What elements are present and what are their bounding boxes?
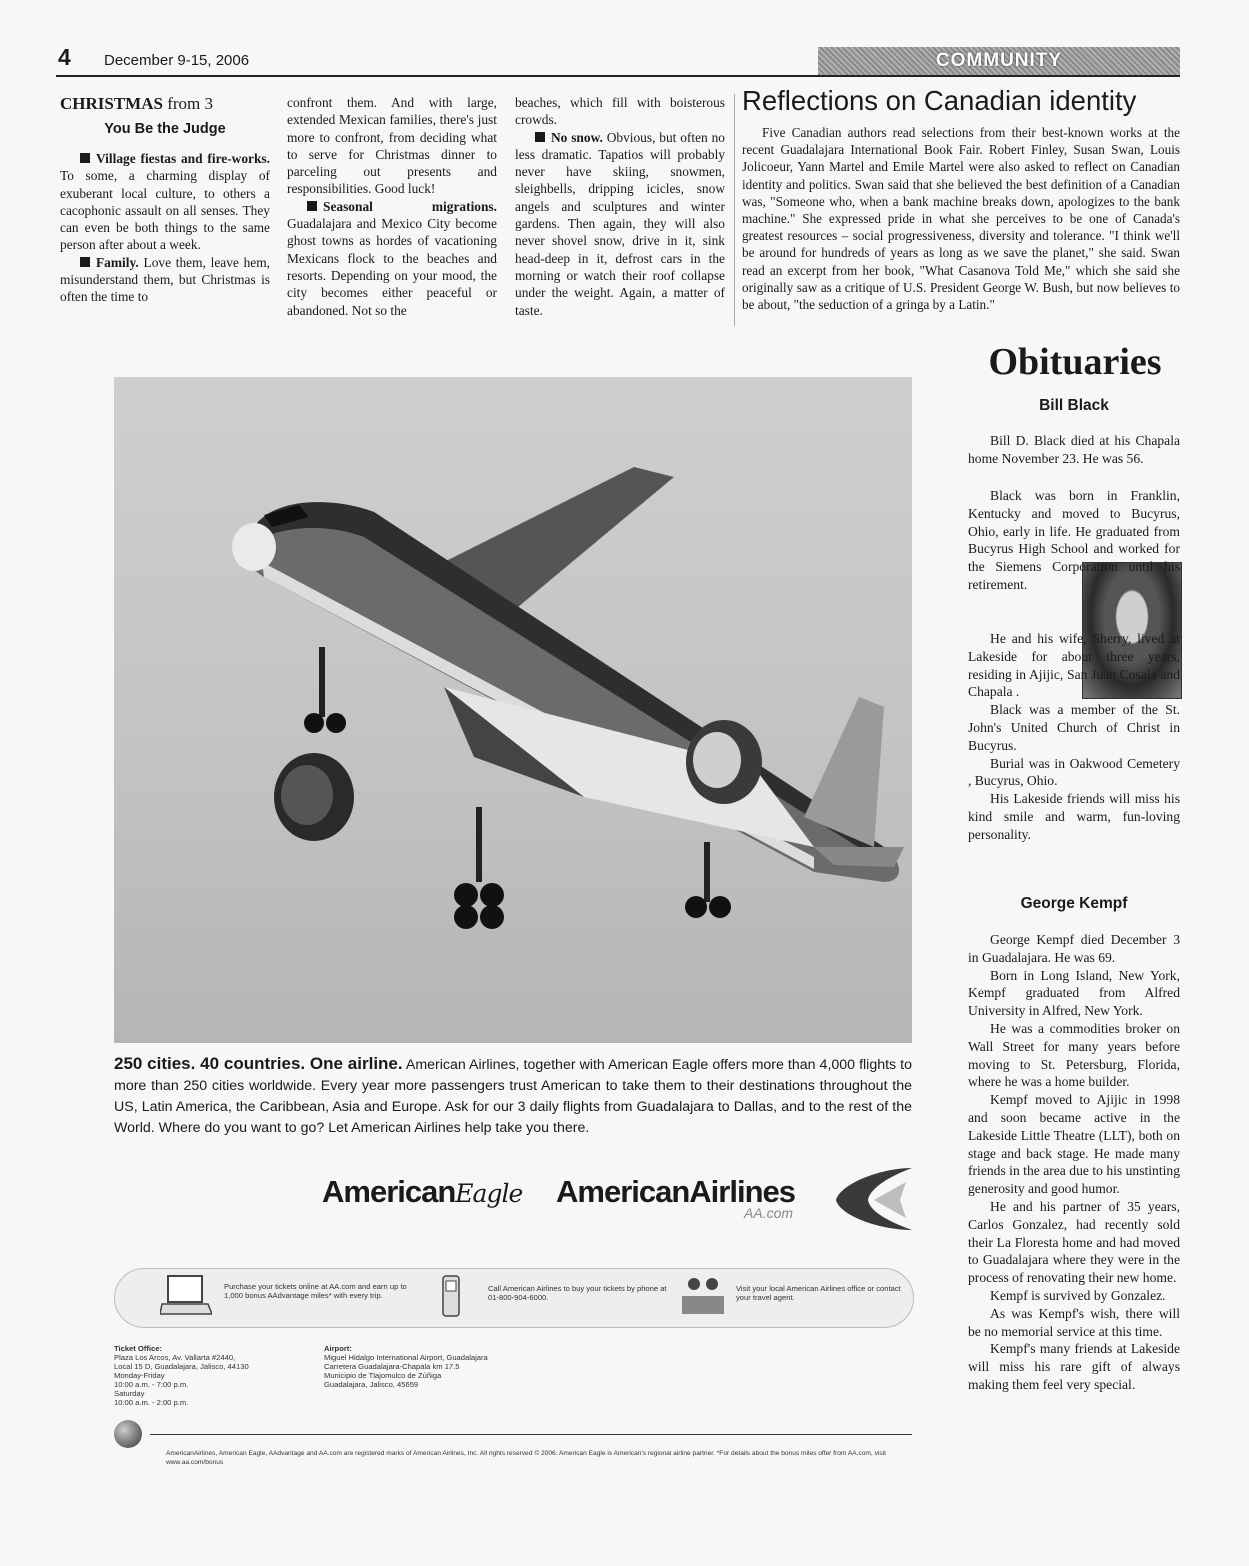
christmas-headline-jump: from 3 <box>167 94 214 113</box>
strip-phone-text: Call American Airlines to buy your tickets by phone at 01-800-904-6000. <box>488 1284 667 1302</box>
american-eagle-logo <box>322 1174 522 1210</box>
page-number: 4 <box>58 44 71 70</box>
phone-icon <box>440 1272 462 1325</box>
ticket-office-line: Saturday <box>114 1389 145 1398</box>
obit-para: He was a commodities broker on Wall Street for many years before moving to St. Petersburg, Florida, where he was a home builder. <box>968 1020 1180 1090</box>
aa-eagle-emblem-icon <box>830 1164 914 1239</box>
section-banner <box>818 47 1180 75</box>
christmas-column-1 <box>60 150 270 306</box>
obituaries-title: Obituaries <box>988 341 1162 383</box>
airport-line: Carretera Guadalajara-Chapala km 17.5 <box>324 1362 460 1371</box>
oneworld-globe-icon <box>114 1420 142 1448</box>
christmas-headline-main: CHRISTMAS <box>60 94 163 113</box>
obit-bill-top <box>968 432 1180 468</box>
obit-para: His Lakeside friends will miss his kind smile and warm, fun-loving personality. <box>968 791 1180 842</box>
bullet-square-icon <box>535 132 545 142</box>
airplane-icon <box>114 377 912 1043</box>
ticket-office-line: Local 15 D, Guadalajara, Jalisco, 44130 <box>114 1362 249 1371</box>
christmas-para <box>515 129 725 319</box>
bullet-square-icon <box>80 153 90 163</box>
para-lead: Family. <box>96 254 139 270</box>
ad-body: American Airlines, together with American Eagle offers more than 4,000 flights to more than 250 cities worldwide. Every year more passengers trust American to take them to their destinations throughout the US, Latin America, the Caribbean, Asia and Europe. Ask for our 3 daily flights from Guadalajara to Dallas, and to the rest of the World. Where do you want to go? Let American Airlines help take you there. <box>114 1057 913 1136</box>
logo-eagle-script: Eagle <box>455 1179 523 1208</box>
obit-para: Kempf moved to Ajijic in 1998 and soon became active in the Lakeside Little Theatre (LLT), both on stage and back stage. He made many friends in the area due to his unstinting generosity and good humor. <box>968 1092 1180 1197</box>
ticket-office-line: Monday-Friday <box>114 1371 165 1380</box>
obit-para: He and his partner of 35 years, Carlos Gonzalez, had recently sold their La Floresta home and had moved to Guadalajara where they were in the process of renovating their new home. <box>968 1198 1180 1286</box>
travel-office-icon <box>680 1274 726 1323</box>
header-rule <box>56 75 1180 77</box>
obit-george <box>968 931 1180 1394</box>
footer-rule <box>150 1434 912 1435</box>
reflections-para: Five Canadian authors read selections from their best-known works at the recent Guadalajara International Book Fair. Robert Finley, Susan Swan, Louis Jolicoeur, Yann Martel and Emile Martel were also asked to reflect on Canadian identity and politics. Swan said that she believed the best definition of a Canadian was, "Someone who, when a bank machine breaks down, apologizes to the bank machine." She expressed pride in what she perceives to be one of Canada's greatest resources – social progressiveness, diversity and tolerance. "I think we'll be around for hundreds of years as long as we save the planet," she said. Swan read an excerpt from her book, "What Casanova Told Me," which she said she originally saw as a critique of U.S. President George W. Bush, but now believes to be about, "the seduction of a gringa by a Latin." <box>742 125 1180 313</box>
christmas-para: beaches, which fill with boisterous crowds. <box>515 95 725 128</box>
obit-name-bill: Bill Black <box>1039 397 1109 414</box>
obit-para: Kempf is survived by Gonzalez. <box>990 1287 1166 1303</box>
strip-online-text: Purchase your tickets online at AA.com and earn up to 1,000 bonus AAdvantage miles* with every trip. <box>224 1282 407 1300</box>
ticket-office-block <box>114 1344 314 1407</box>
christmas-headline <box>60 94 213 114</box>
obit-para: Kempf's many friends at Lakeside will miss his rare gift of always making them feel very special. <box>968 1341 1180 1392</box>
obit-para: Born in Long Island, New York, Kempf graduated from Alfred University in Alfred, New York. <box>968 967 1180 1019</box>
para-text: Obvious, but often no less dramatic. Tapatios will probably never have skiing, snowmen, sleighbells, dripping icicles, snow angels and sculptures and winter gardens. Then again, they will also never shovel snow, drive in it, sink head-deep in it, defrost cars in the morning or watch their roof collapse under the weight. Again, a matter of taste. <box>515 129 725 318</box>
para-text: Love them, leave hem, misunderstand them, but Christmas is often the time to <box>60 254 270 305</box>
obit-bill-wrap <box>968 487 1180 594</box>
strip-office-text: Visit your local American Airlines office or contact your travel agent. <box>736 1284 901 1302</box>
christmas-para <box>60 150 270 254</box>
bullet-square-icon <box>80 257 90 267</box>
ticket-office-label: Ticket Office: <box>114 1344 162 1353</box>
reflections-headline: Reflections on Canadian identity <box>742 85 1137 116</box>
obit-para: As was Kempf's wish, there will be no memorial service at this time. <box>968 1305 1180 1339</box>
christmas-column-2 <box>287 94 497 319</box>
para-text: Guadalajara and Mexico City become ghost towns as hordes of vacationing Mexicans flock to the beaches and resorts. Depending on your mood, the city becomes either peaceful or abandoned. Not so the <box>287 216 497 318</box>
section-label: COMMUNITY <box>935 50 1063 71</box>
issue-date: December 9-15, 2006 <box>104 52 250 69</box>
airplane-photo <box>114 377 912 1043</box>
obit-bill-bottom <box>968 630 1180 844</box>
airport-label: Airport: <box>324 1344 352 1353</box>
airport-line: Miguel Hidalgo International Airport, Guadalajara <box>324 1353 488 1362</box>
obit-para: He and his wife, Sherry, lived at Lakeside for about three years, residing in Ajijic, San Juan Cosala and Chapala . <box>968 631 1180 700</box>
obit-name-george: George Kempf <box>1020 895 1128 912</box>
logo-eagle-word: American <box>322 1174 456 1209</box>
column-divider <box>734 94 735 326</box>
airport-line: Guadalajara, Jalisco, 45659 <box>324 1380 419 1389</box>
christmas-para <box>287 198 497 319</box>
airport-line: Municipio de Tlajomulco de Zúñiga <box>324 1371 442 1380</box>
airport-block <box>324 1344 564 1389</box>
para-text: To some, a charming display of exuberant local culture, to others a cacophonic assault on all senses. They can even be both things to the same person after about a week. <box>60 168 270 253</box>
obit-para: Black was born in Franklin, Kentucky and moved to Bucyrus, Ohio, early in life. He graduated from Bucyrus High School and worked for the Siemens Corporation until his retirement. <box>968 488 1180 592</box>
obit-para: Bill D. Black died at his Chapala home November 23. He was 56. <box>968 433 1180 466</box>
obit-para: Black was a member of the St. John's United Church of Christ in Bucyrus. <box>968 702 1180 753</box>
obit-para: Burial was in Oakwood Cemetery , Bucyrus, Ohio. <box>968 755 1180 789</box>
ticket-office-line: 10:00 a.m. - 2:00 p.m. <box>114 1398 189 1407</box>
christmas-para: confront them. And with large, extended Mexican families, there's just more to confront, from deciding what to serve for Christmas dinner to parceling out presents and responsibilities. Good luck! <box>287 95 497 197</box>
ad-headline: 250 cities. 40 countries. One airline. <box>114 1054 403 1073</box>
obit-para: George Kempf died December 3 in Guadalajara. He was 69. <box>968 932 1180 965</box>
para-lead: Village fiestas and fire-works. <box>96 151 270 166</box>
legal-text: AmericanAirlines, American Eagle, AAdvantage and AA.com are registered marks of American Airlines, Inc. All rights reserved © 2006. American Eagle is American's regional airline partner. *For details about the bonus miles offer from AA.com, visit www.aa.com/bonus <box>166 1450 886 1466</box>
aa-url: AA.com <box>744 1205 794 1221</box>
logo-aa-word: AmericanAirlines <box>556 1174 795 1209</box>
ticket-office-line: 10:00 a.m. - 7:00 p.m. <box>114 1380 189 1389</box>
christmas-para <box>60 254 270 306</box>
reflections-body <box>742 124 1180 313</box>
para-lead: No snow. <box>551 129 603 145</box>
bullet-square-icon <box>307 201 317 211</box>
para-lead: Seasonal migrations. <box>323 198 497 214</box>
ad-copy <box>114 1053 912 1139</box>
christmas-column-3 <box>515 94 725 319</box>
christmas-subhead: You Be the Judge <box>104 121 226 137</box>
ticket-office-line: Plaza Los Arcos, Av. Vallarta #2440, <box>114 1353 236 1362</box>
laptop-icon <box>160 1274 212 1323</box>
